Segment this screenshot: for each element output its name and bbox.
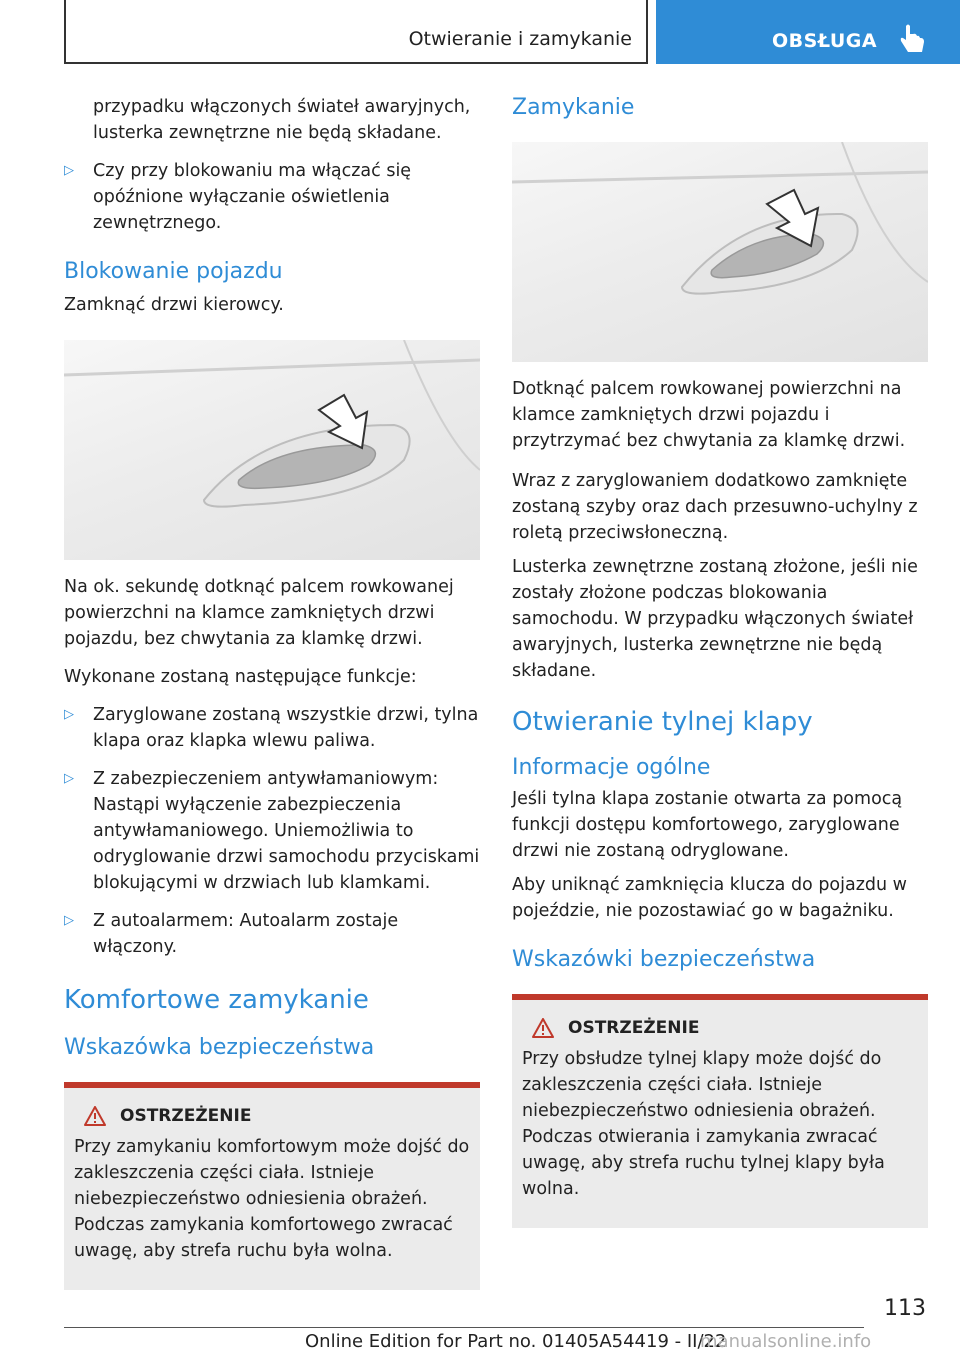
edition-text: Online Edition for Part no. 01405A54419 - II/22: [305, 1331, 727, 1352]
intro-text: przypadku włączonych świateł awaryjnych, lusterka zewnętrzne nie będą składane.: [93, 97, 471, 143]
warning-triangle-icon: [84, 1106, 106, 1126]
text-functions: Wykonane zostaną następujące funkcje:: [64, 667, 417, 687]
triangle-bullet-icon: ▷: [64, 707, 74, 722]
heading-comfort-closing: Komfortowe zamykanie: [64, 985, 369, 1015]
chapter-label: OBSŁUGA: [772, 30, 878, 52]
triangle-bullet-icon: ▷: [64, 913, 74, 928]
subheading-general-info: Informacje ogólne: [512, 755, 711, 780]
text-touch-handle: Na ok. sekundę dotknąć palcem rowkowanej powierzchni na klamce zamkniętych drzwi pojazdu, bez chwytania za klamkę drzwi.: [64, 577, 454, 649]
text-roof: Wraz z zaryglowaniem dodatkowo zamknięte zostaną szyby oraz dach przesuwno-uchylny z roletą przeciwsłoneczną.: [512, 471, 918, 543]
door-handle-photo: [512, 142, 928, 362]
door-handle-photo: [64, 340, 480, 560]
triangle-bullet-icon: ▷: [64, 771, 74, 786]
warning-text: Przy zamykaniu komfortowym może dojść do zakleszczenia części ciała. Istnieje niebezpieczeństwo odniesienia obrażeń. Podczas zamykania komfortowego zwracać uwagę, aby strefa ruchu była wolna.: [74, 1137, 470, 1261]
header-chapter-tab: [656, 0, 960, 64]
text-close-door: Zamknąć drzwi kierowcy.: [64, 295, 284, 315]
right-column: [512, 94, 928, 1228]
list-item: [64, 766, 480, 896]
bullet-text: Z zabezpieczeniem antywłamaniowym: Nastąpi wyłączenie zabezpieczenia antywłamaniowego. Uniemożliwia to odryglowanie drzwi samochodu przyciskami blokującymi w drzwiach lub klamkami.: [93, 769, 480, 893]
list-item: [64, 702, 480, 754]
text-mirrors: Lusterka zewnętrzne zostaną złożone, jeśli nie zostały złożone podczas blokowania samochodu. W przypadku włączonych świateł awaryjnych, lusterka zewnętrzne nie będą składane.: [512, 557, 918, 681]
watermark-text: manualsonline.info: [700, 1331, 872, 1352]
warning-box: [64, 1082, 480, 1290]
section-title: Otwieranie i zamykanie: [408, 28, 632, 50]
bullet-text: Zaryglowane zostaną wszystkie drzwi, tylna klapa oraz klapka wlewu paliwa.: [93, 705, 479, 751]
header-section-tab: [64, 0, 648, 64]
list-item: [64, 158, 480, 236]
warning-text: Przy obsłudze tylnej klapy może dojść do zakleszczenia części ciała. Istnieje niebezpieczeństwo odniesienia obrażeń. Podczas otwierania i zamykania zwracać uwagę, aby strefa ruchu tylnej klapy była wolna.: [522, 1049, 885, 1199]
warning-triangle-icon: [532, 1018, 554, 1038]
pointing-hand-icon: [896, 22, 930, 56]
warning-box: [512, 994, 928, 1228]
subheading-safety-note: Wskazówka bezpieczeństwa: [64, 1035, 375, 1060]
heading-closing: Zamykanie: [512, 95, 635, 120]
text-touch-hold: Dotknąć palcem rowkowanej powierzchni na klamce zamkniętych drzwi pojazdu i przytrzymać bez chwytania za klamkę drzwi.: [512, 379, 906, 451]
page-number: 113: [884, 1296, 926, 1321]
list-item: [64, 908, 480, 960]
subheading-safety-notes: Wskazówki bezpieczeństwa: [512, 947, 816, 972]
text-key: Aby uniknąć zamknięcia klucza do pojazdu w pojeździe, nie pozostawiać go w bagażniku.: [512, 875, 907, 921]
triangle-bullet-icon: ▷: [64, 163, 74, 178]
footer-divider: [64, 1327, 864, 1328]
bullet-text: Czy przy blokowaniu ma włączać się opóźnione wyłączanie oświetlenia zewnętrznego.: [93, 161, 412, 233]
bullet-text: Z autoalarmem: Autoalarm zostaje włączony.: [93, 911, 399, 957]
heading-open-tailgate: Otwieranie tylnej klapy: [512, 707, 813, 737]
heading-lock-vehicle: Blokowanie pojazdu: [64, 259, 283, 284]
warning-title: OSTRZEŻENIE: [120, 1106, 252, 1126]
left-column: [64, 94, 480, 1290]
warning-title: OSTRZEŻENIE: [568, 1018, 700, 1038]
text-comfort-access: Jeśli tylna klapa zostanie otwarta za pomocą funkcji dostępu komfortowego, zaryglowane drzwi nie zostaną odryglowane.: [512, 789, 903, 861]
